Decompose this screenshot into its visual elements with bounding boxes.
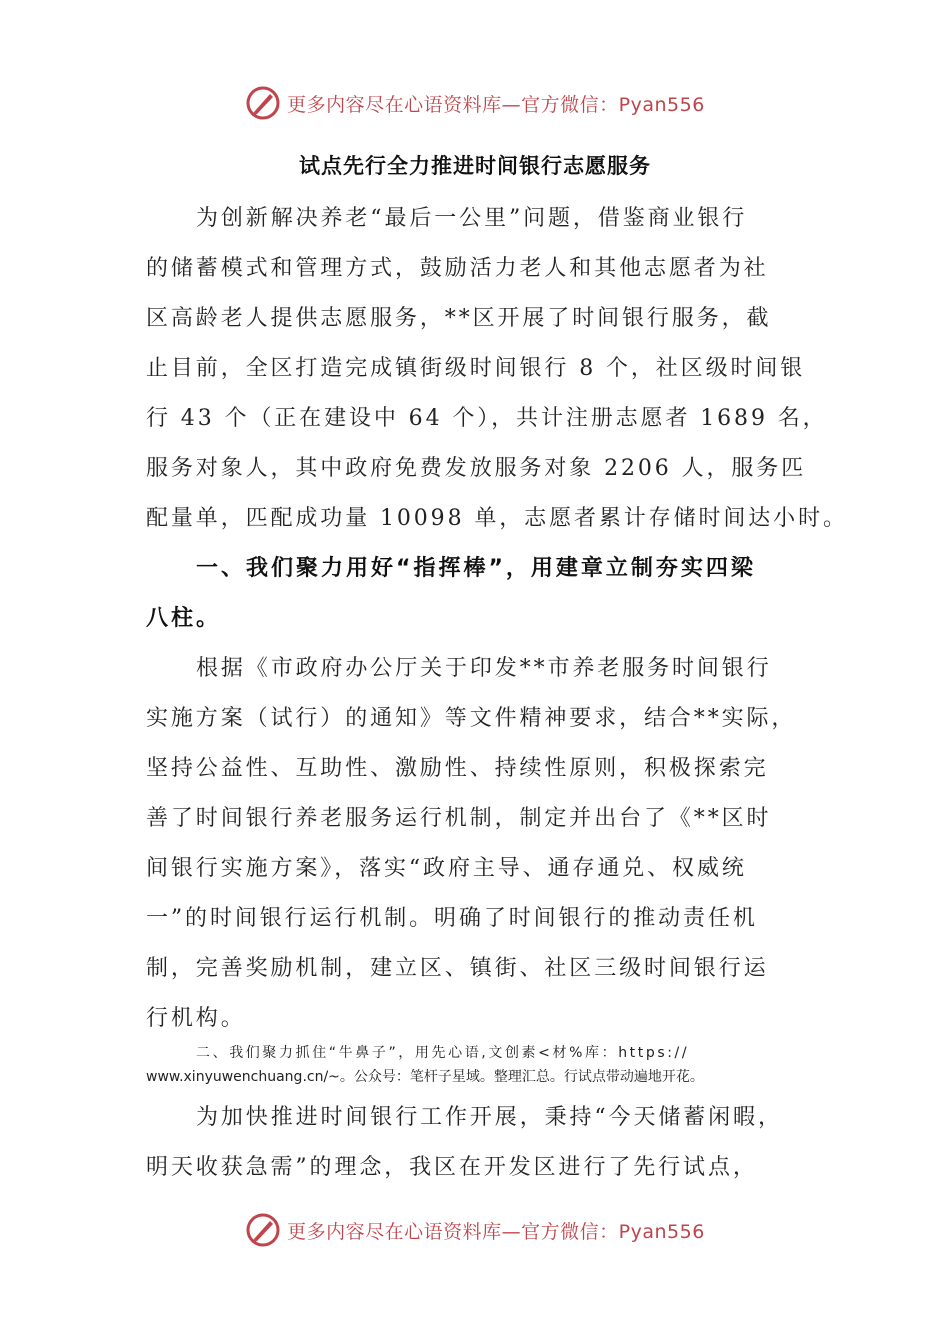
section-heading-1-cont: 八柱。 — [146, 606, 222, 631]
section-note-line: www.xinyuwenchuang.cn/~。公众号：笔杆子星域。整理汇总。行试点带动遍地开花。 — [146, 1069, 704, 1085]
paragraph2-line: 间银行实施方案》，落实“政府主导、通存通兑、权威统 — [146, 856, 747, 881]
paragraph2-line: 一”的时间银行运行机制。明确了时间银行的推动责任机 — [146, 906, 758, 931]
watermark-header — [0, 83, 950, 123]
paragraph1-line: 配量单，匹配成功量 10098 单，志愿者累计存储时间达小时。 — [146, 506, 848, 531]
paragraph1-line: 服务对象人，其中政府免费发放服务对象 2206 人，服务匹 — [146, 456, 807, 481]
document-title: 试点先行全力推进时间银行志愿服务 — [299, 154, 651, 178]
pen-logo-icon — [245, 85, 281, 121]
paragraph2-line: 根据《市政府办公厅关于印发**市养老服务时间银行 — [196, 656, 772, 681]
paragraph1-line: 为创新解决养老“最后一公里”问题，借鉴商业银行 — [196, 206, 748, 231]
paragraph2-line: 善了时间银行养老服务运行机制，制定并出台了《**区时 — [146, 806, 772, 831]
paragraph1-line: 的储蓄模式和管理方式，鼓励活力老人和其他志愿者为社 — [146, 256, 769, 281]
paragraph2-line: 实施方案（试行）的通知》等文件精神要求，结合**实际， — [146, 706, 797, 731]
paragraph3-line: 为加快推进时间银行工作开展，秉持“今天储蓄闲暇， — [196, 1105, 783, 1130]
watermark-text: 更多内容尽在心语资料库—官方微信：Pyan556 — [287, 1220, 705, 1243]
pen-logo-icon — [245, 1212, 281, 1248]
paragraph1-line: 止目前，全区打造完成镇街级时间银行 8 个，社区级时间银 — [146, 356, 806, 381]
section-note-line: 二、我们聚力抓住“牛鼻子”，用先心语,文创素<材%库：https:// — [196, 1045, 690, 1061]
paragraph2-line: 行机构。 — [146, 1006, 246, 1031]
paragraph1-line: 行 43 个（正在建设中 64 个），共计注册志愿者 1689 名， — [146, 406, 828, 431]
section-heading-1: 一、我们聚力用好“指挥棒”，用建章立制夯实四梁 — [196, 556, 756, 581]
watermark-footer — [0, 1210, 950, 1250]
paragraph3-line: 明天收获急需”的理念，我区在开发区进行了先行试点， — [146, 1155, 758, 1180]
paragraph1-line: 区高龄老人提供志愿服务，**区开展了时间银行服务，截 — [146, 306, 772, 331]
watermark-text: 更多内容尽在心语资料库—官方微信：Pyan556 — [287, 93, 705, 116]
paragraph2-line: 制，完善奖励机制，建立区、镇街、社区三级时间银行运 — [146, 956, 769, 981]
paragraph2-line: 坚持公益性、互助性、激励性、持续性原则，积极探索完 — [146, 756, 769, 781]
